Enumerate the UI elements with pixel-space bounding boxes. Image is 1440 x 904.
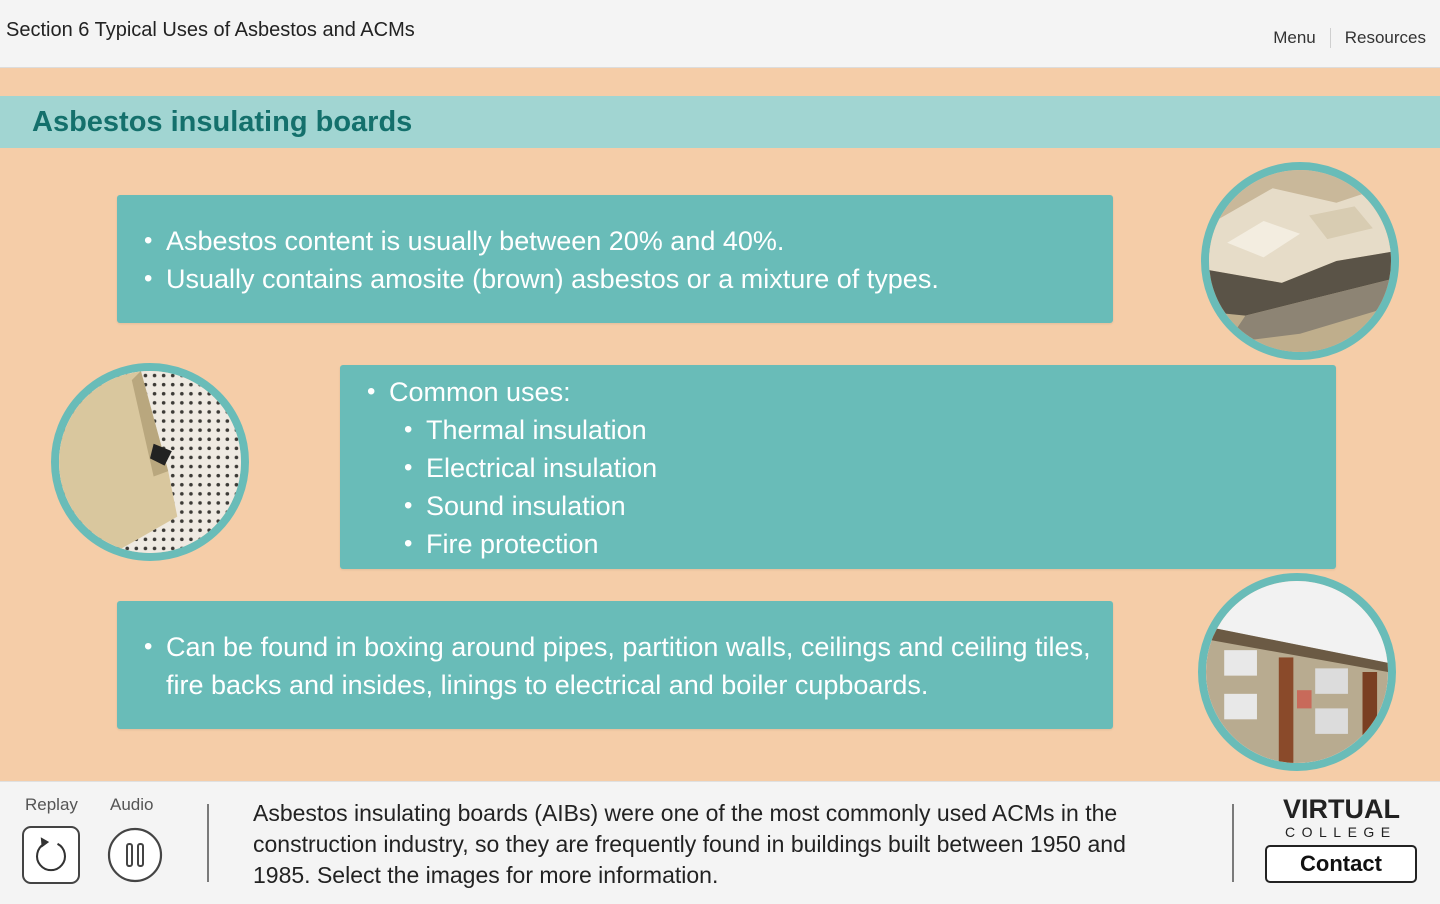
slide-title: Asbestos insulating boards: [32, 106, 413, 138]
properties-list: [144, 222, 1113, 298]
content-box-properties: [117, 195, 1113, 323]
nav-divider: [1330, 28, 1331, 48]
section-title: Section 6 Typical Uses of Asbestos and ACMs: [6, 19, 415, 41]
list-item: • Usually contains amosite (brown) asbestos or a mixture of types.: [144, 260, 1113, 298]
photo-building[interactable]: [1198, 573, 1396, 771]
list-item: • Sound insulation: [404, 487, 1336, 525]
narration-text: Asbestos insulating boards (AIBs) were one of the most commonly used ACMs in the construction industry, so they are frequently found in buildings built between 1950 and 1985. Select the images for more information.: [253, 800, 1126, 888]
list-item: • Electrical insulation: [404, 449, 1336, 487]
replay-label: Replay: [25, 795, 78, 814]
list-item: • Can be found in boxing around pipes, partition walls, ceilings and ceiling tiles, fire backs and insides, linings to electrical and boiler cupboards.: [144, 628, 1113, 704]
damaged-board-image: [1209, 170, 1391, 352]
contact-button[interactable]: Contact: [1265, 845, 1417, 883]
resources-link[interactable]: Resources: [1344, 28, 1426, 47]
common-uses-heading: • Common uses:: [367, 373, 1336, 411]
perforated-board-image: [59, 371, 241, 553]
top-nav: [1273, 28, 1426, 48]
building-image: [1206, 581, 1388, 763]
heading-band: [0, 96, 1440, 148]
locations-list: [144, 628, 1113, 704]
bottom-bar: [0, 781, 1440, 904]
menu-link[interactable]: Menu: [1273, 28, 1316, 47]
pause-icon: [106, 826, 164, 884]
photo-damaged-board[interactable]: [1201, 162, 1399, 360]
audio-label: Audio: [110, 795, 154, 814]
list-item: • Thermal insulation: [404, 411, 1336, 449]
logo-subtitle: COLLEGE: [1285, 824, 1397, 840]
list-item: • Fire protection: [404, 525, 1336, 563]
footer-divider-right: [1232, 804, 1234, 882]
top-bar: [0, 0, 1440, 68]
replay-button[interactable]: [22, 826, 80, 884]
list-item: • Asbestos content is usually between 20% and 40%.: [144, 222, 1113, 260]
common-uses-list: [367, 373, 1336, 563]
footer-divider-left: [207, 804, 209, 882]
content-box-common-uses: [340, 365, 1336, 569]
audio-pause-button[interactable]: [106, 826, 164, 884]
content-box-locations: [117, 601, 1113, 729]
virtual-college-logo: VIRTUAL: [1283, 794, 1400, 824]
photo-perforated-board[interactable]: [51, 363, 249, 561]
replay-icon: [24, 828, 78, 882]
